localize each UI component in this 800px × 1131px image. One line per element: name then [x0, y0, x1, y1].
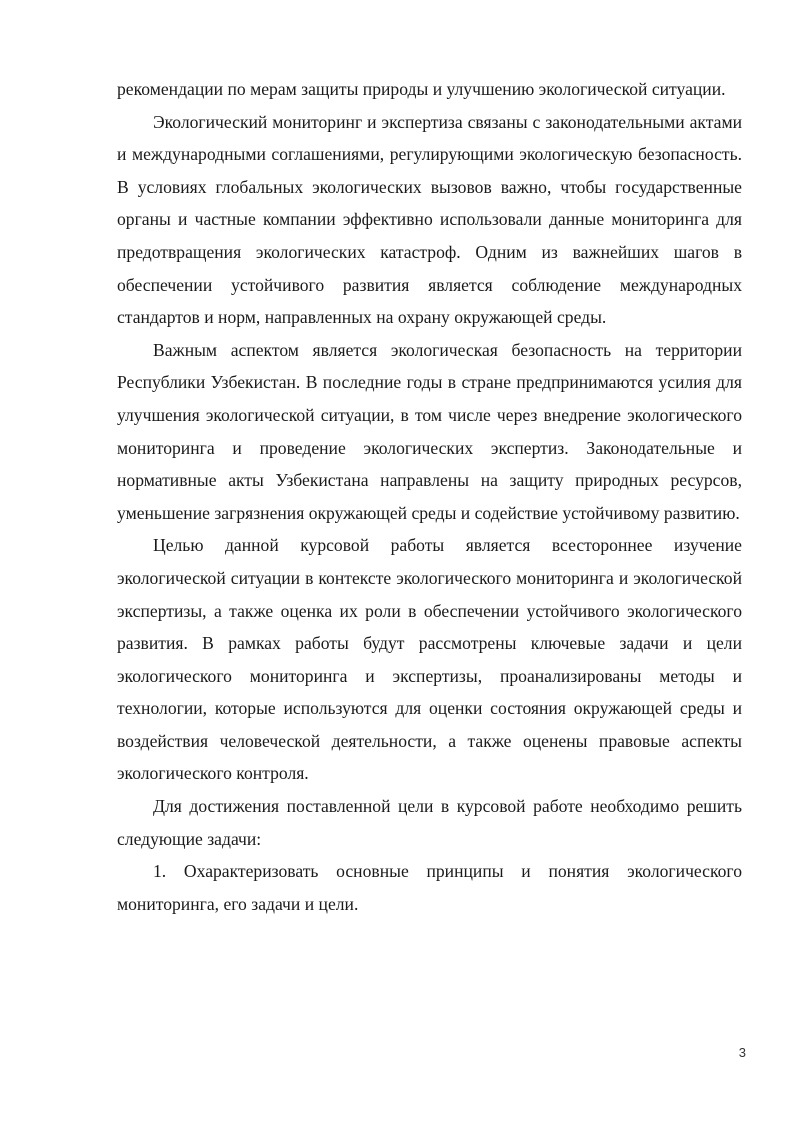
paragraph-3: Важным аспектом является экологическая безопасность на территории Республики Узбекистан. В последние годы в стране предпринимаются усилия для улучшения экологической ситуации, в том числе через внедрение экологического мониторинга и проведение экологических экспертиз. Законодательные и нормативные акты Узбекистана направлены на защиту природных ресурсов, уменьшение загрязнения окружающей среды и содействие устойчивому развитию.	[117, 339, 742, 523]
paragraph-1: рекомендации по мерам защиты природы и улучшению экологической ситуации.	[117, 79, 726, 99]
paragraph-2: Экологический мониторинг и экспертиза связаны с законодательными актами и международными соглашениями, регулирующими экологическую безопасность. В условиях глобальных экологических вызовов важно, чтобы государственные органы и частные компании эффективно использовали данные мониторинга для предотвращения экологических катастроф. Одним из важнейших шагов в обеспечении устойчивого развития является соблюдение международных стандартов и норм, направленных на охрану окружающей среды.	[117, 111, 742, 328]
paragraph-4: Целью данной курсовой работы является всестороннее изучение экологической ситуации в контексте экологического мониторинга и экологической экспертизы, а также оценка их роли в обеспечении устойчивого экологического развития. В рамках работы будут рассмотрены ключевые задачи и цели экологического мониторинга и экспертизы, проанализированы методы и технологии, которые используются для оценки состояния окружающей среды и воздействия человеческой деятельности, а также оценены правовые аспекты экологического контроля.	[117, 535, 742, 784]
paragraph-5: Для достижения поставленной цели в курсовой работе необходимо решить следующие задачи:	[117, 796, 742, 849]
paragraph-6: 1. Охарактеризовать основные принципы и понятия экологического мониторинга, его задачи и цели.	[117, 861, 742, 914]
page-number: 3	[738, 1045, 746, 1060]
document-body	[117, 73, 742, 920]
